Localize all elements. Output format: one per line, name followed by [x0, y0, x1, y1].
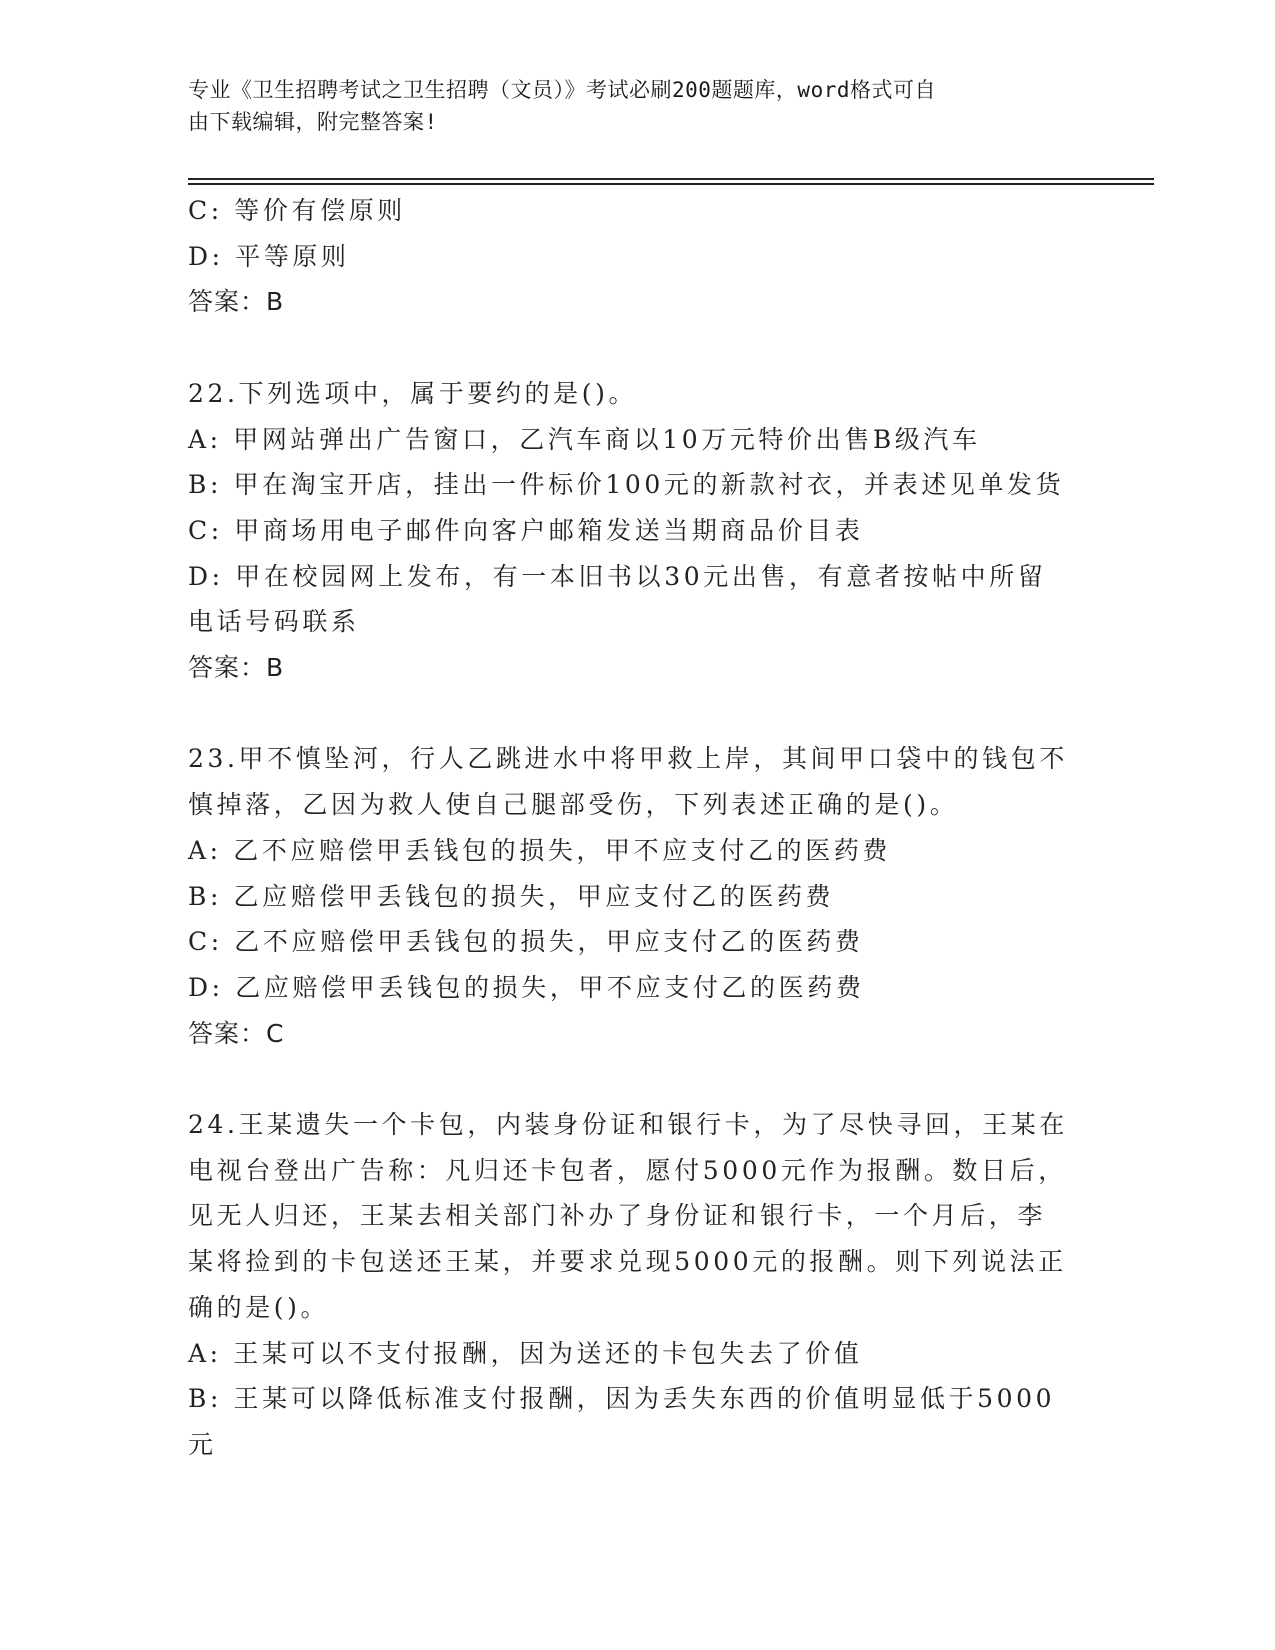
- question-stem-continued: 慎掉落，乙因为救人使自己腿部受伤，下列表述正确的是()。: [188, 790, 959, 820]
- option-a: A: 乙不应赔偿甲丢钱包的损失，甲不应支付乙的医药费: [188, 835, 892, 865]
- question-23: [188, 736, 1068, 1056]
- document-body: [188, 188, 1068, 1468]
- option-b: B: 甲在淘宝开店，挂出一件标价100元的新款衬衣，并表述见单发货: [188, 470, 1065, 500]
- header-line-1: 专业《卫生招聘考试之卫生招聘（文员）》考试必刷200题题库，word格式可自: [188, 78, 936, 102]
- header-divider-top: [188, 178, 1154, 180]
- option-a: A: 甲网站弹出广告窗口，乙汽车商以10万元特价出售B级汽车: [188, 424, 981, 454]
- question-stem-continued: 确的是()。: [188, 1292, 330, 1322]
- answer: 答案：B: [188, 653, 285, 683]
- option-b: B: 乙应赔偿甲丢钱包的损失，甲应支付乙的医药费: [188, 881, 835, 911]
- header-line-2: 由下载编辑，附完整答案!: [188, 110, 438, 134]
- option-c: C: 等价有偿原则: [188, 196, 406, 225]
- header-divider-bottom: [188, 183, 1154, 185]
- spacer: [188, 1056, 1068, 1102]
- question-stem-continued: 电视台登出广告称：凡归还卡包者，愿付5000元作为报酬。数日后，: [188, 1155, 1067, 1185]
- question-24: [188, 1102, 1068, 1468]
- spacer: [188, 691, 1068, 737]
- question-stem-continued: 见无人归还，王某去相关部门补办了身份证和银行卡，一个月后，李: [188, 1201, 1047, 1231]
- option-b: B: 王某可以降低标准支付报酬，因为丢失东西的价值明显低于5000: [188, 1384, 1056, 1414]
- spacer: [188, 325, 1068, 371]
- question-stem: 24.王某遗失一个卡包，内装身份证和银行卡，为了尽快寻回，王某在: [188, 1110, 1068, 1140]
- answer: 答案：B: [188, 287, 285, 317]
- option-b-continued: 元: [188, 1429, 217, 1459]
- option-d-continued: 电话号码联系: [188, 607, 360, 637]
- option-d: D: 甲在校园网上发布，有一本旧书以30元出售，有意者按帖中所留: [188, 561, 1047, 591]
- option-c: C: 甲商场用电子邮件向客户邮箱发送当期商品价目表: [188, 515, 864, 545]
- question-22: [188, 371, 1068, 691]
- question-stem-continued: 某将捡到的卡包送还王某，并要求兑现5000元的报酬。则下列说法正: [188, 1247, 1067, 1277]
- option-d: D: 平等原则: [188, 241, 350, 271]
- option-a: A: 王某可以不支付报酬，因为送还的卡包失去了价值: [188, 1338, 863, 1368]
- previous-question-tail: [188, 188, 1068, 325]
- answer: 答案：C: [188, 1018, 285, 1048]
- document-header: [188, 74, 1068, 138]
- question-stem: 23.甲不慎坠河，行人乙跳进水中将甲救上岸，其间甲口袋中的钱包不: [188, 744, 1068, 774]
- question-stem: 22.下列选项中，属于要约的是()。: [188, 378, 638, 408]
- option-d: D: 乙应赔偿甲丢钱包的损失，甲不应支付乙的医药费: [188, 972, 865, 1002]
- option-c: C: 乙不应赔偿甲丢钱包的损失，甲应支付乙的医药费: [188, 927, 864, 957]
